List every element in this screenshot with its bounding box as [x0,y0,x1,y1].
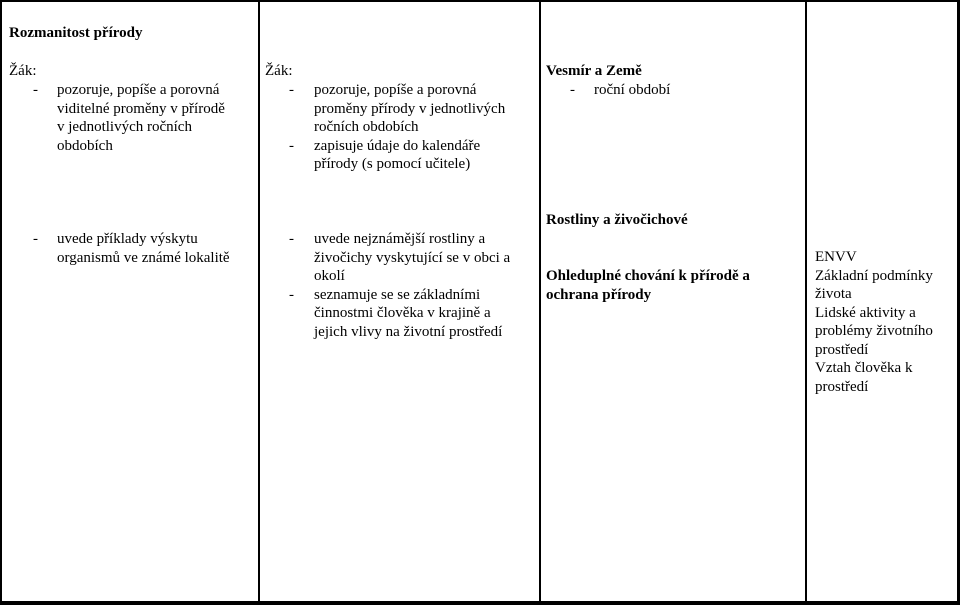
list-item-line: v jednotlivých ročních [57,119,192,135]
topic-line: Lidské aktivity a [815,304,916,321]
topic-heading: ochrana přírody [546,286,652,303]
topic-line: Vztah člověka k [815,360,913,376]
list-item-line: jejich vlivy na životní prostředí [314,323,503,340]
list-item-line: proměny přírody v jednotlivých [314,100,506,117]
list-item-line: pozoruje, popíše a porovná [57,82,220,98]
list-item-line: organismů ve známé lokalitě [57,249,230,266]
list-item: roční období [594,82,671,98]
table-border-top [0,0,960,2]
topic-line: prostředí [815,378,869,395]
list-item-line: uvede nejznámější rostliny a [314,231,486,247]
section-heading: Rozmanitost přírody [9,25,143,41]
list-item-line: činnostmi člověka v krajině a [314,305,491,321]
bullet-dash: - [33,82,38,98]
list-item-line: uvede příklady výskytu [57,231,198,247]
topic-heading: Rostliny a živočichové [546,212,688,228]
column-divider-1 [258,0,260,605]
bullet-dash: - [289,231,294,247]
topic-heading: Vesmír a Země [546,63,642,79]
topic-line: problémy životního [815,323,933,339]
table-border-left [0,0,2,605]
bullet-dash: - [289,286,294,303]
table-border-bottom [0,601,960,605]
list-item-line: pozoruje, popíše a porovná [314,82,477,98]
column-divider-3 [805,0,807,605]
bullet-dash: - [570,82,575,98]
list-item-line: seznamuje se se základními [314,286,481,303]
bullet-dash: - [289,137,294,154]
column-divider-2 [539,0,541,605]
bullet-dash: - [33,231,38,247]
topic-line: života [815,286,852,302]
list-item-line: ročních obdobích [314,119,419,135]
list-item-line: okolí [314,268,345,284]
list-item-line: obdobích [57,137,113,154]
topic-line: ENVV [815,249,857,265]
list-item-line: viditelné proměny v přírodě [57,100,225,117]
topic-line: prostředí [815,341,869,358]
topic-heading: Ohleduplné chování k přírodě a [546,268,750,284]
list-item-line: přírody (s pomocí učitele) [314,156,471,172]
zak-label: Žák: [265,63,293,79]
list-item-line: živočichy vyskytující se v obci a [314,249,511,266]
topic-line: Základní podmínky [815,267,933,284]
list-item-line: zapisuje údaje do kalendáře [314,137,481,154]
zak-label: Žák: [9,63,37,79]
bullet-dash: - [289,82,294,98]
